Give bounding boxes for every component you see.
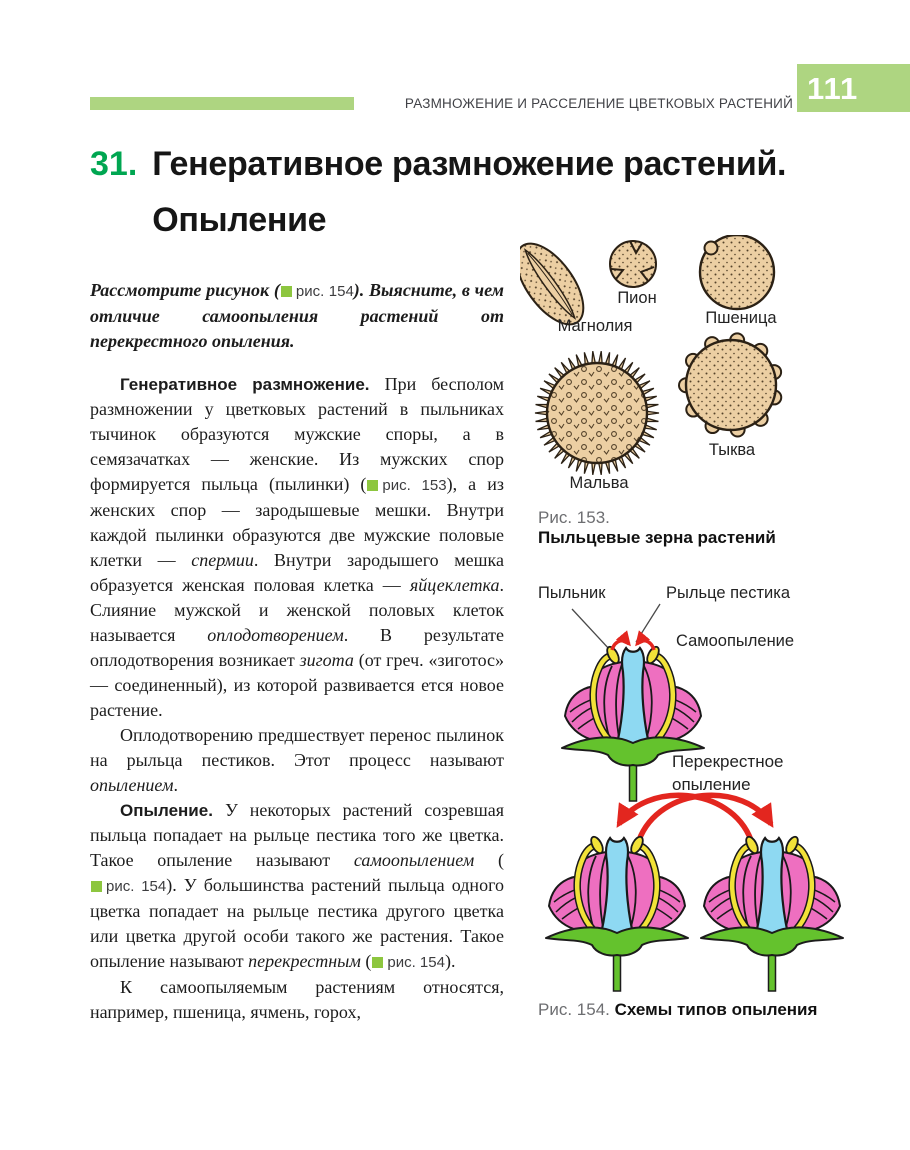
mallow-pollen-grain [535,351,659,475]
section-title-line1: Генеративное размножение растений. [152,145,787,183]
figure-ref-marker-icon [372,957,383,968]
wheat-pollen-grain [700,235,774,309]
paragraph: Оплодотворению предшествует перенос пылинок на рыльца пестиков. Этот процесс называют опылением. [90,725,504,795]
figure-ref-marker-icon [281,286,292,297]
paragraph: К самоопыляемым растениям относятся, например, пшеница, ячмень, горох, [90,977,504,1022]
cross-pollination-arrow-right [639,795,771,840]
figure-154-ref: Рис. 154. [538,1000,610,1019]
label-cross-pollination: Перекрестное опыление [672,752,784,794]
header-accent-bar [90,97,354,110]
label-pumpkin: Тыква [708,441,756,459]
paragraph: Опыление. У некоторых растений созревшая пыльца попадает на рыльце пестика того же цветка. Такое опыление называют самоопылением (рис. 154). У большинства растений пыльца одного цветка попадает на рыльце пестика другого цветка или цветка другой особи такого же растения. Такое опыление называют перекрестным ( рис. 154). [90,800,504,971]
figure-ref: рис. 153 [366,477,446,494]
body-text [90,278,504,1025]
figure-154-caption-text: Схемы типов опыления [614,1000,818,1019]
paragraph: Рассмотрите рисунок ( рис. 154). Выясните, в чем отличие самоопыления растений от перекрестного опыления. [90,280,504,351]
flower-cross-right [701,835,843,991]
section-title [90,136,786,248]
flower-cross-left [546,835,688,991]
section-number: 31. [90,145,138,183]
figure-ref: рис. 154 [90,878,166,895]
figure-154-pollination-schemes [520,580,910,1025]
figure-153-pollen-grains [520,235,910,565]
figure-153-caption-text: Пыльцевые зерна растений [538,528,776,547]
label-magnolia: Магнолия [557,317,633,335]
pumpkin-pollen-grain [679,333,781,436]
page-number: 111 [807,71,859,106]
figure-153-caption [538,508,776,548]
label-self-pollination: Самоопыление [676,632,795,650]
label-wheat: Пшеница [705,309,777,327]
anther-pointer-line [572,609,610,650]
label-anther: Пыльник [538,584,606,602]
figure-ref-marker-icon [367,480,378,491]
section-title-text [152,136,786,248]
chapter-title: РАЗМНОЖЕНИЕ И РАССЕЛЕНИЕ ЦВЕТКОВЫХ РАСТЕНИЙ [404,96,793,111]
stigma-pointer-line [636,604,660,642]
page-number-badge [797,64,910,112]
peony-pollen-grain [610,241,656,287]
figure-ref: рис. 154 [280,283,354,300]
label-stigma: Рыльце пестика [666,584,791,602]
label-peony: Пион [617,289,657,307]
figure-154-caption [538,1000,817,1020]
figure-153-ref: Рис. 153. [538,508,610,527]
label-mallow: Мальва [569,474,629,492]
figure-ref-marker-icon [91,881,102,892]
figure-ref: рис. 154 [371,954,445,971]
section-title-line2: Опыление [152,201,327,239]
cross-pollination-arrow-left [619,795,751,840]
paragraph: Генеративное размножение. При бесполом размножении у цветковых растений в пыльниках тычинок образуются мужские споры, а в семязачатках — женские. Из мужских спор формируется пыльца (пылинки) ( рис. 153), а из женских спор — зародышевые мешки. Внутри каждой пылинки образуются две мужские половые клетки — спермии. Внутри зародышего мешка образуется женская половая клетка — яйцеклетка. Слияние мужской и женской половых клеток называется оплодотворением. В результате оплодотворения возникает зигота (от греч. «зиготос» — соединенный), из которой развивается ется новое растение. [90,374,505,720]
